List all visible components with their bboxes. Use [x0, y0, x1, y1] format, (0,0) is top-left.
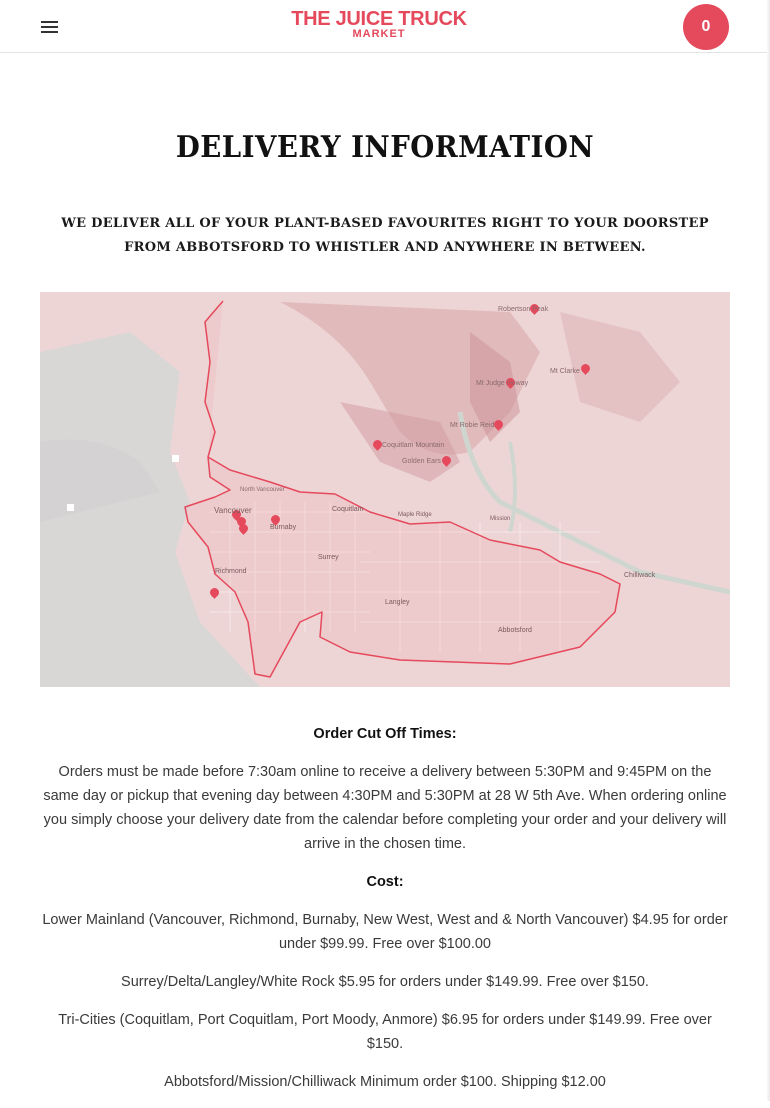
site-logo[interactable]: [285, 9, 473, 40]
page-subtitle: WE DELIVER ALL OF YOUR PLANT-BASED FAVOURITES RIGHT TO YOUR DOORSTEP FROM ABBOTSFORD TO WHISTLER AND ANYWHERE IN BETWEEN.: [61, 216, 709, 255]
map-label-mt-robie-reid: Mt Robie Reid: [450, 422, 495, 429]
map-label-chilliwack: Chilliwack: [624, 572, 656, 579]
logo-line-1: THE JUICE TRUCK: [291, 8, 467, 30]
cost-lower-mainland: Lower Mainland (Vancouver, Richmond, Burnaby, New West, West and & North Vancouver) $4.95 for order under $99.99. Free over $100.00: [42, 912, 728, 952]
map-pin-icon[interactable]: [208, 586, 221, 599]
map-label-mission: Mission: [490, 516, 511, 522]
cost-surrey: Surrey/Delta/Langley/White Rock $5.95 for orders under $149.99. Free over $150.: [121, 974, 649, 990]
map-pin-icon[interactable]: [579, 362, 592, 375]
map-label-north-vancouver: North Vancouver: [240, 487, 285, 493]
map-label-mt-judge-howay: Mt Judge Howay: [476, 380, 529, 387]
map-label-golden-ears: Golden Ears: [402, 458, 441, 465]
cart-count: 0: [701, 18, 711, 35]
map-label-mt-clarke: Mt Clarke: [550, 368, 580, 375]
delivery-info: [40, 722, 730, 1108]
cutoff-text: Orders must be made before 7:30am online to receive a delivery between 5:30PM and 9:45PM on the same day or pickup that evening day between 4:30PM and 5:30PM at 28 W 5th Ave. When ordering online you simply choose your delivery date from the calendar before completing your order and your delivery will arrive in the chosen time.: [43, 764, 727, 852]
page-title: DELIVERY INFORMATION: [175, 130, 595, 165]
cost-heading: Cost:: [366, 874, 404, 890]
cutoff-heading: Order Cut Off Times:: [313, 726, 457, 742]
delivery-area-map[interactable]: [40, 292, 730, 687]
map-label-robertson-peak: Robertson Peak: [498, 306, 549, 313]
cost-abbotsford: Abbotsford/Mission/Chilliwack Minimum order $100. Shipping $12.00: [164, 1074, 606, 1090]
cart-button[interactable]: [683, 4, 729, 50]
map-label-maple-ridge: Maple Ridge: [398, 512, 432, 518]
cost-tricities: Tri-Cities (Coquitlam, Port Coquitlam, Port Moody, Anmore) $6.95 for orders under $149.99. Free over $150.: [58, 1012, 712, 1052]
map-label-langley: Langley: [385, 599, 410, 606]
logo-line-2: MARKET: [352, 28, 406, 40]
map-label-vancouver: Vancouver: [214, 506, 252, 515]
map-label-burnaby: Burnaby: [270, 524, 297, 531]
map-label-abbotsford: Abbotsford: [498, 627, 532, 634]
map-label-coquitlam-mountain: Coquitlam Mountain: [382, 442, 445, 449]
map-label-surrey: Surrey: [318, 554, 339, 561]
map-label-coquitlam: Coquitlam: [332, 506, 364, 513]
map-label-richmond: Richmond: [215, 568, 247, 575]
hamburger-menu-icon[interactable]: [37, 16, 63, 36]
map-pin-icon[interactable]: [440, 454, 453, 467]
site-header: [0, 0, 770, 53]
